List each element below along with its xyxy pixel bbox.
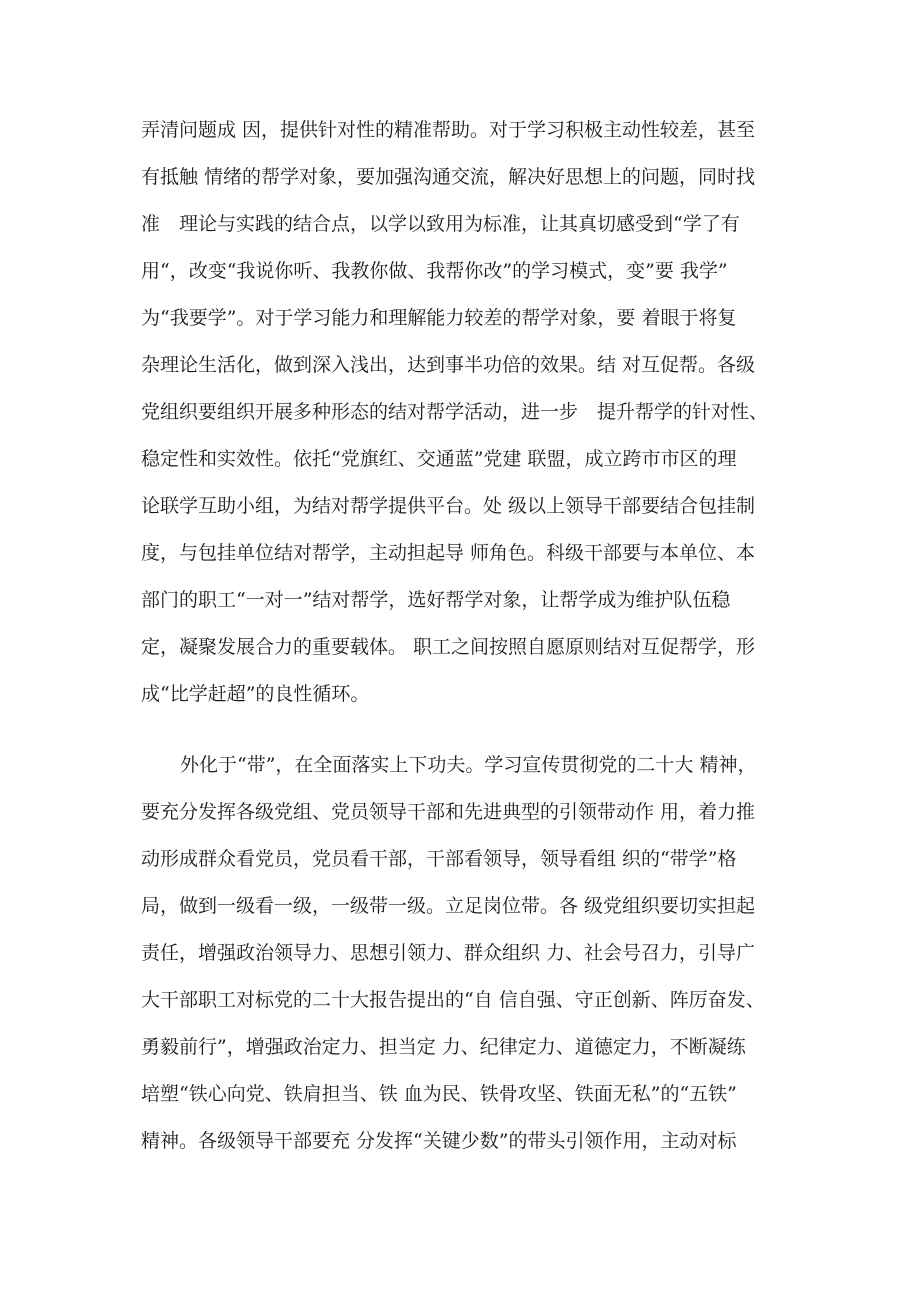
text-line: 责任，增强政治领导力、思想引领力、群众组织 力、社会号召力，引导广 xyxy=(141,942,756,964)
text-line: 定，凝聚发展合力的重要载体。 职工之间按照自愿原则结对互促帮学，形 xyxy=(141,636,756,658)
text-line: 培塑“铁心向党、铁肩担当、铁 血为民、铁骨攻坚、铁面无私”的“五铁” xyxy=(141,1083,737,1105)
text-line: 局，做到一级看一级，一级带一级。立足岗位带。各 级党组织要切实担起 xyxy=(141,895,756,917)
text-line: 要充分发挥各级党组、党员领导干部和先进典型的引领带动作 用，着力推 xyxy=(141,801,756,823)
text-line: 杂理论生活化，做到深入浅出，达到事半功倍的效果。结 对互促帮。各级 xyxy=(141,354,756,376)
text-line: 弄清问题成 因，提供针对性的精准帮助。对于学习积极主动性较差，甚至 xyxy=(141,119,756,141)
text-line: 有抵触 情绪的帮学对象，要加强沟通交流，解决好思想上的问题，同时找 xyxy=(141,166,756,188)
text-line: 论联学互助小组，为结对帮学提供平台。处 级以上领导干部要结合包挂制 xyxy=(141,495,756,517)
text-line: 精神。各级领导干部要充 分发挥“关键少数”的带头引领作用，主动对标 xyxy=(141,1130,737,1152)
text-line: 党组织要组织开展多种形态的结对帮学活动，进一步 提升帮学的针对性、 xyxy=(141,401,769,423)
text-line: 度，与包挂单位结对帮学，主动担起导 师角色。科级干部要与本单位、本 xyxy=(141,542,756,564)
text-line: 用“，改变“我说你听、我教你做、我帮你改”的学习模式，变”要 我学” xyxy=(141,260,728,282)
text-line: 勇毅前行”，增强政治定力、担当定 力、纪律定力、道德定力，不断凝练 xyxy=(141,1036,746,1058)
text-line: 部门的职工“一对一”结对帮学，选好帮学对象，让帮学成为维护队伍稳 xyxy=(141,589,731,611)
text-line: 为“我要学”。对于学习能力和理解能力较差的帮学对象，要 着眼于将复 xyxy=(141,307,737,329)
text-line: 成“比学赶超”的良性循环。 xyxy=(141,683,370,705)
text-line: 准 理论与实践的结合点，以学以致用为标准，让其真切感受到“学了有 xyxy=(141,213,740,235)
text-line: 外化于“带”，在全面落实上下功夫。学习宣传贯彻党的二十大 精神， xyxy=(180,754,757,776)
text-line: 大干部职工对标党的二十大报告提出的“自 信自强、守正创新、阵厉奋发、 xyxy=(141,989,765,1011)
text-line: 稳定性和实效性。依托“党旗红、交通蓝”党建 联盟，成立跨市市区的理 xyxy=(141,448,737,470)
text-line: 动形成群众看党员，党员看干部，干部看领导，领导看组 织的“带学”格 xyxy=(141,848,737,870)
